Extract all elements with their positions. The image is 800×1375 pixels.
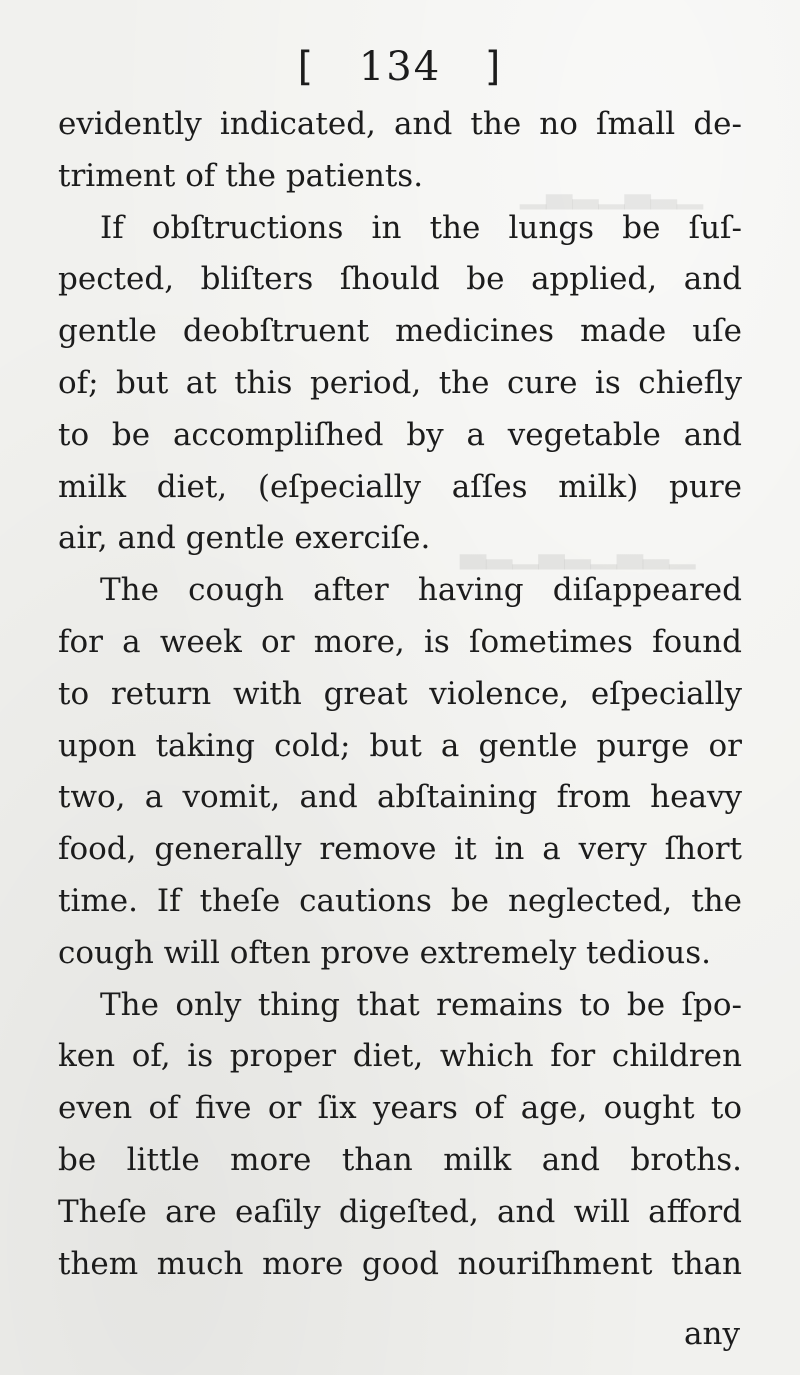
right-bracket: ]	[481, 44, 508, 90]
text-line: even of five or ſix years of age, ought to	[58, 1090, 742, 1127]
text-line: triment of the patients.	[58, 157, 424, 194]
text-line: evidently indicated, and the no ſmall de-	[58, 106, 742, 142]
show-through-shadow-1: ▁▂▃▁▂▃▁	[520, 170, 704, 210]
text-line: The only thing that remains to be ſpo-	[100, 986, 742, 1023]
text-line: air, and gentle exerciſe.	[58, 520, 431, 557]
left-bracket: [	[292, 44, 319, 90]
running-head	[0, 44, 800, 90]
text-line: Theſe are eaſily digeſted, and will afford	[58, 1193, 742, 1230]
text-line: time. If theſe cautions be neglected, the	[58, 882, 742, 919]
show-through-shadow-2: ▁▂▃▁▂▃▁▂▃	[460, 530, 696, 570]
text-line: to be accompliſhed by a vegetable and	[58, 416, 742, 453]
text-line: If obſtructions in the lungs be ſuſ-	[100, 209, 742, 246]
text-line: of; but at this period, the cure is chiefly	[58, 364, 742, 401]
text-line: milk diet, (eſpecially aſſes milk) pure	[58, 468, 742, 505]
text-line: two, a vomit, and abſtaining from heavy	[58, 779, 742, 816]
text-line: gentle deobſtruent medicines made uſe	[58, 313, 742, 350]
body-text	[58, 99, 742, 1290]
text-line: pected, bliſters ſhould be applied, and	[58, 261, 742, 298]
text-line: food, generally remove it in a very ſhort	[58, 831, 742, 868]
text-line: upon taking cold; but a gentle purge or	[58, 727, 742, 764]
text-line: cough will often prove extremely tedious.	[58, 934, 712, 971]
text-line: for a week or more, is ſometimes found	[58, 623, 742, 660]
text-line: to return with great violence, eſpecially	[58, 675, 742, 712]
catchword: any	[684, 1316, 740, 1352]
text-line: them much more good nouriſhment than	[58, 1245, 742, 1282]
text-line: be little more than milk and broths.	[58, 1141, 742, 1178]
page-number: 134	[358, 44, 442, 90]
text-line: ken of, is proper diet, which for children	[58, 1038, 742, 1075]
text-line: The cough after having diſappeared	[100, 572, 742, 609]
